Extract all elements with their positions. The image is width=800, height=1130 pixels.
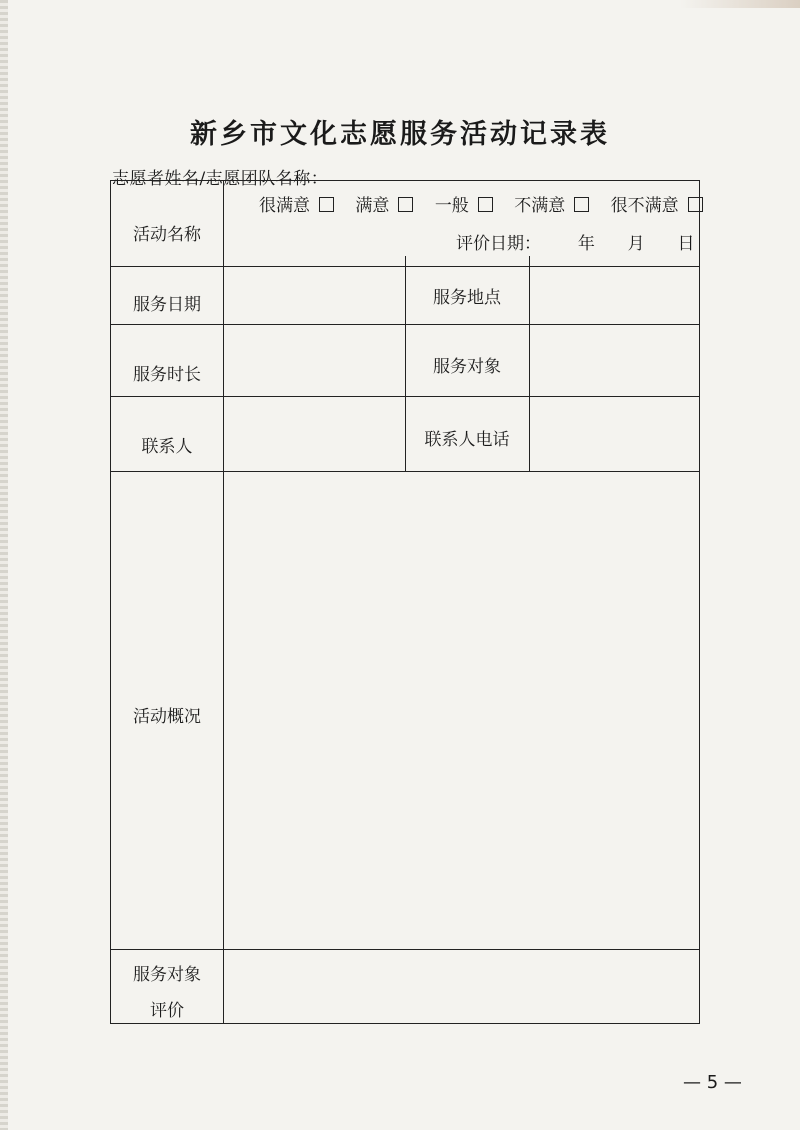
right-column-divider [529,256,530,471]
page-corner-shadow [680,0,800,8]
year-label: 年 [577,234,595,254]
label-contact-person: 联系人 [141,437,193,457]
activity-overview-field[interactable] [225,473,699,948]
document-title: 新乡市文化志愿服务活动记录表 [190,119,610,150]
evaluation-options [259,191,719,216]
checkbox-icon[interactable] [688,197,703,212]
contact-phone-field[interactable] [531,398,699,470]
checkbox-icon[interactable] [478,197,493,212]
day-label: 日 [677,234,695,254]
evaluation-date [456,229,694,254]
volunteer-name-label: 志愿者姓名/志愿团队名称： [112,169,329,189]
option-very-satisfied[interactable]: 很满意 [259,196,342,216]
page-edge-shadow [0,0,8,1130]
label-activity-overview: 活动概况 [133,707,201,727]
label-column-divider [223,181,224,1023]
service-location-field[interactable] [531,268,699,323]
month-label: 月 [627,234,645,254]
label-contact-phone: 联系人电话 [424,430,510,450]
row-divider [111,949,699,950]
service-date-field[interactable] [225,268,404,323]
contact-person-field[interactable] [225,398,404,470]
service-duration-field[interactable] [225,326,404,395]
evaluation-date-label: 评价日期： [456,234,541,254]
label-service-duration: 服务时长 [133,365,201,385]
label-activity-name: 活动名称 [133,225,201,245]
label-service-target: 服务对象 [433,357,501,377]
checkbox-icon[interactable] [574,197,589,212]
option-satisfied[interactable]: 满意 [355,196,421,216]
option-neutral[interactable]: 一般 [435,196,501,216]
label-evaluation-line2: 评价 [150,1001,184,1021]
page-number: — 5 — [683,1072,742,1093]
record-form [110,180,700,1024]
option-very-unsatisfied[interactable]: 很不满意 [611,196,711,216]
checkbox-icon[interactable] [398,197,413,212]
label-service-date: 服务日期 [133,295,201,315]
label-service-location: 服务地点 [433,288,501,308]
option-unsatisfied[interactable]: 不满意 [514,196,597,216]
service-target-field[interactable] [531,326,699,395]
checkbox-icon[interactable] [319,197,334,212]
label-evaluation-line1: 服务对象 [133,965,201,985]
row-divider [111,471,699,472]
